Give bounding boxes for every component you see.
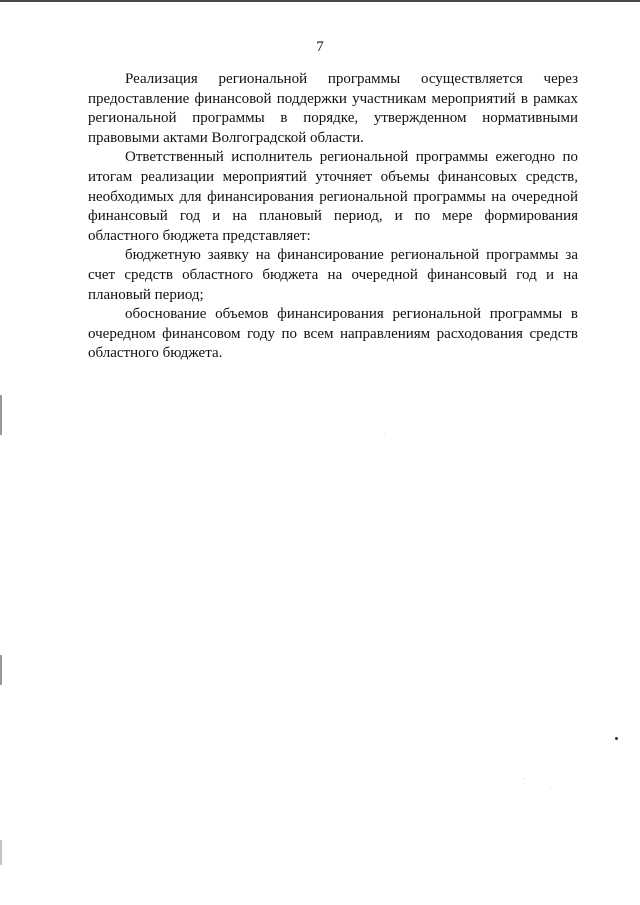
scan-speck	[615, 737, 618, 740]
scan-speck	[550, 788, 551, 789]
paragraph-implementation: Реализация региональной программы осуществляется через предоставление финансовой поддержки участникам мероприятий в рамках региональной программы в порядке, утвержденном нормативными правовыми актами Волгоградской области.	[88, 71, 578, 146]
scan-left-edge-mark	[0, 395, 2, 435]
scan-top-border	[0, 0, 640, 2]
document-body	[88, 70, 578, 364]
scan-left-edge-mark	[0, 840, 2, 865]
paragraph-funding-justification: обоснование объемов финансирования региональной программы в очередном финансовом году по всем направлениям расходования средств областного бюджета.	[88, 306, 578, 362]
scan-speck	[384, 433, 385, 434]
scan-left-edge-mark	[0, 655, 2, 685]
page-number: 7	[316, 39, 324, 55]
paragraph-budget-request: бюджетную заявку на финансирование региональной программы за счет средств областного бюджета на очередной финансовый год и на плановый период;	[88, 247, 578, 303]
paragraph-responsible-executor: Ответственный исполнитель региональной программы ежегодно по итогам реализации мероприятий уточняет объемы финансовых средств, необходимых для финансирования региональной программы на очередной финансовый год и на плановый период, и по мере формирования областного бюджета представляет:	[88, 149, 578, 244]
scan-speck	[524, 778, 525, 779]
